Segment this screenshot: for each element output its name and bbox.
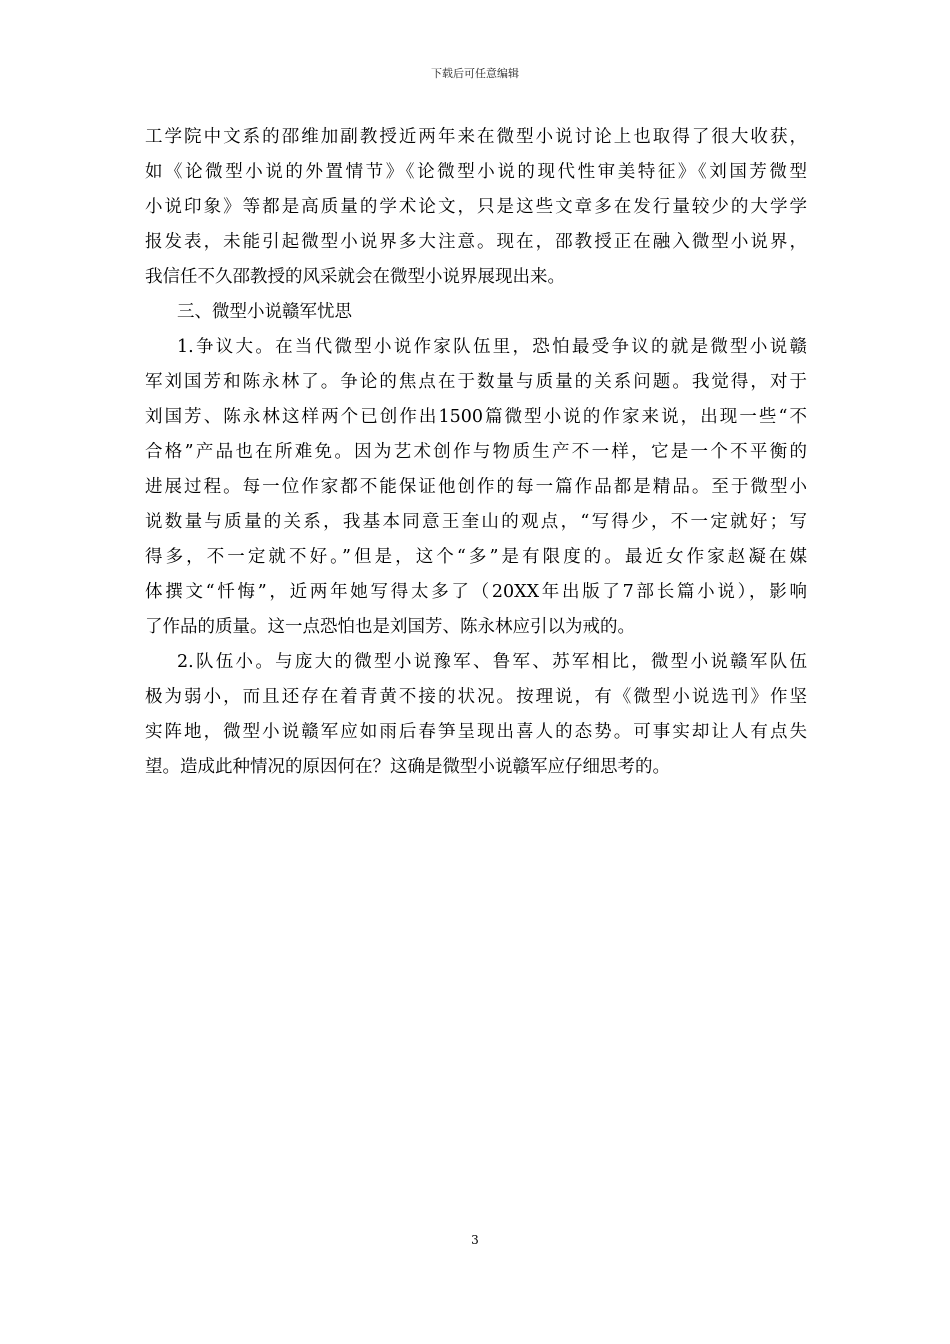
text-line: 1.争议大。在当代微型小说作家队伍里，恐怕最受争议的就是微型小说赣 xyxy=(177,337,807,357)
text-line: 了作品的质量。这一点恐怕也是刘国芳、陈永林应引以为戒的。 xyxy=(145,617,635,637)
paragraph-2 xyxy=(145,330,807,645)
text-line: 进展过程。每一位作家都不能保证他创作的每一篇作品都是精品。至于微型小 xyxy=(145,477,807,497)
text-line: 体撰文“忏悔”，近两年她写得太多了（20XX年出版了7部长篇小说），影响 xyxy=(145,582,807,602)
paragraph-1 xyxy=(145,120,807,295)
text-line: 望。造成此种情况的原因何在？这确是微型小说赣军应仔细思考的。 xyxy=(145,757,670,777)
text-line: 军刘国芳和陈永林了。争论的焦点在于数量与质量的关系问题。我觉得，对于 xyxy=(145,372,807,392)
text-line: 合格”产品也在所难免。因为艺术创作与物质生产不一样，它是一个不平衡的 xyxy=(145,442,807,462)
section-heading: 三、微型小说赣军忧思 xyxy=(177,302,352,322)
text-line: 说数量与质量的关系，我基本同意王奎山的观点，“写得少，不一定就好；写 xyxy=(145,512,807,532)
text-line: 实阵地，微型小说赣军应如雨后春笋呈现出喜人的态势。可事实却让人有点失 xyxy=(145,722,807,742)
page-number: 3 xyxy=(471,1233,479,1247)
text-line: 如《论微型小说的外置情节》《论微型小说的现代性审美特征》《刘国芳微型 xyxy=(145,162,807,182)
text-line: 我信任不久邵教授的风采就会在微型小说界展现出来。 xyxy=(145,267,565,287)
text-line: 小说印象》等都是高质量的学术论文，只是这些文章多在发行量较少的大学学 xyxy=(145,197,807,217)
text-line: 刘国芳、陈永林这样两个已创作出1500篇微型小说的作家来说，出现一些“不 xyxy=(145,407,807,427)
page-header: 下载后可任意编辑 xyxy=(431,67,519,80)
text-line: 工学院中文系的邵维加副教授近两年来在微型小说讨论上也取得了很大收获， xyxy=(145,127,807,147)
paragraph-3 xyxy=(145,645,807,785)
text-line: 得多，不一定就不好。”但是，这个“多”是有限度的。最近女作家赵凝在媒 xyxy=(145,547,807,567)
text-line: 报发表，未能引起微型小说界多大注意。现在，邵教授正在融入微型小说界， xyxy=(145,232,807,252)
text-line: 极为弱小，而且还存在着青黄不接的状况。按理说，有《微型小说选刊》作坚 xyxy=(145,687,807,707)
text-line: 2.队伍小。与庞大的微型小说豫军、鲁军、苏军相比，微型小说赣军队伍 xyxy=(177,652,807,672)
document-body xyxy=(145,120,807,785)
